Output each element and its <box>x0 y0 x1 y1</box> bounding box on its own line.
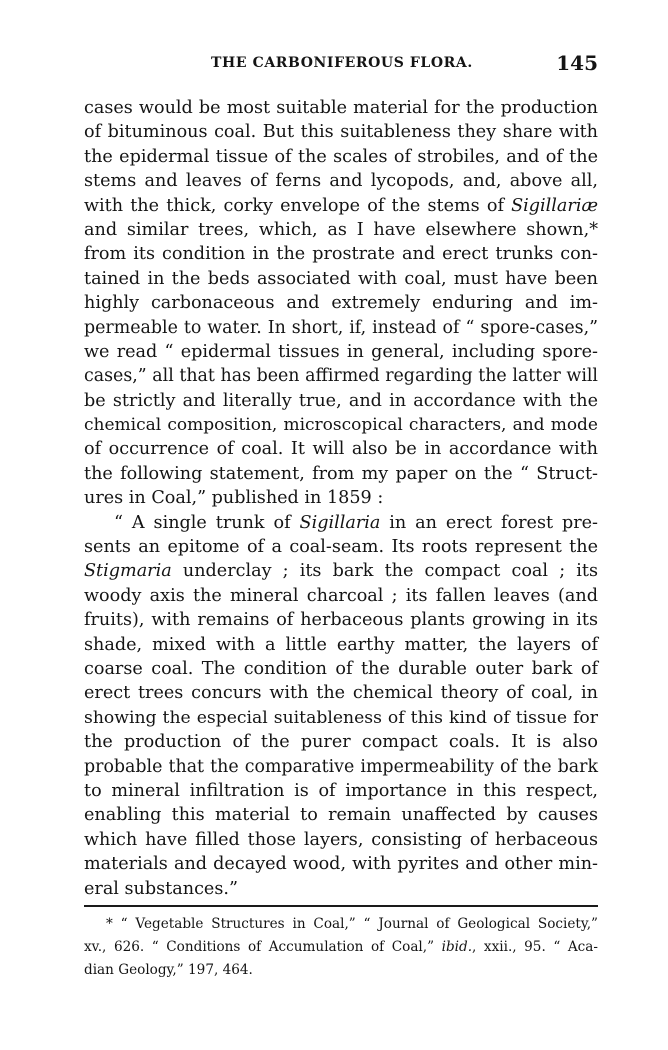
quote-line: which have filled those layers, consisting of herbaceous <box>84 829 598 850</box>
text-line: permeable to water. In short, if, instead of “ spore-cases,” <box>84 317 598 338</box>
footnote-line: * “ Vegetable Structures in Coal,” “ Journal of Geological Society,” <box>106 916 598 932</box>
quote-line: sents an epitome of a coal-seam. Its roots represent the <box>84 537 598 558</box>
text-line: we read “ epidermal tissues in general, including spore- <box>84 341 598 362</box>
text-line: ures in Coal,” published in 1859 : <box>84 488 384 509</box>
footnote <box>84 913 598 982</box>
text-line: stems and leaves of ferns and lycopods, and, above all, <box>84 171 598 192</box>
footnote-divider <box>84 905 598 907</box>
text-line: tained in the beds associated with coal, must have been <box>84 268 598 289</box>
text-line: cases,” all that has been affirmed regarding the latter will <box>84 366 598 387</box>
page-header <box>84 51 598 81</box>
quote-line: enabling this material to remain unaffected by causes <box>84 805 598 826</box>
quote-line: probable that the comparative impermeability of the bark <box>84 756 598 777</box>
text-line: with the thick, corky envelope of the stems of Sigillariæ <box>84 195 598 216</box>
quote-line: eral substances.” <box>84 878 238 899</box>
quote-line: Stigmaria underclay ; its bark the compact coal ; its <box>84 561 598 582</box>
body-text <box>84 96 598 901</box>
text-line: the following statement, from my paper on the “ Struct- <box>84 463 598 484</box>
text-line: of occurrence of coal. It will also be in accordance with <box>84 439 598 460</box>
running-head: THE CARBONIFEROUS FLORA. <box>211 55 473 71</box>
quote-line: fruits), with remains of herbaceous plants growing in its <box>84 610 598 631</box>
quote-line: materials and decayed wood, with pyrites and other min- <box>84 854 598 875</box>
text-line: the epidermal tissue of the scales of strobiles, and of the <box>84 146 598 167</box>
footnote-line: dian Geology,” 197, 464. <box>84 962 253 978</box>
text-line: chemical composition, microscopical characters, and mode <box>84 415 598 436</box>
text-line: cases would be most suitable material for the production <box>84 98 598 118</box>
quote-line: shade, mixed with a little earthy matter, the layers of <box>84 634 598 655</box>
text-line: be strictly and literally true, and in accordance with the <box>84 390 598 411</box>
quote-line: woody axis the mineral charcoal ; its fallen leaves (and <box>84 585 598 606</box>
quote-line: showing the especial suitableness of this kind of tissue for <box>84 707 598 728</box>
page-number: 145 <box>556 51 598 75</box>
quote-line: “ A single trunk of Sigillaria in an erect forest pre- <box>114 512 598 533</box>
text-line: highly carbonaceous and extremely enduring and im- <box>84 293 598 314</box>
quote-line: erect trees concurs with the chemical theory of coal, in <box>84 683 598 704</box>
footnote-line: xv., 626. “ Conditions of Accumulation of Coal,” ibid., xxii., 95. “ Aca- <box>84 939 598 955</box>
quote-line: the production of the purer compact coals. It is also <box>84 732 598 753</box>
text-line: of bituminous coal. But this suitableness they share with <box>84 122 598 143</box>
text-line: and similar trees, which, as I have elsewhere shown,* <box>84 219 598 240</box>
quote-line: to mineral infiltration is of importance in this respect, <box>84 780 598 801</box>
text-line: from its condition in the prostrate and erect trunks con- <box>84 244 598 265</box>
quote-line: coarse coal. The condition of the durable outer bark of <box>84 658 598 679</box>
